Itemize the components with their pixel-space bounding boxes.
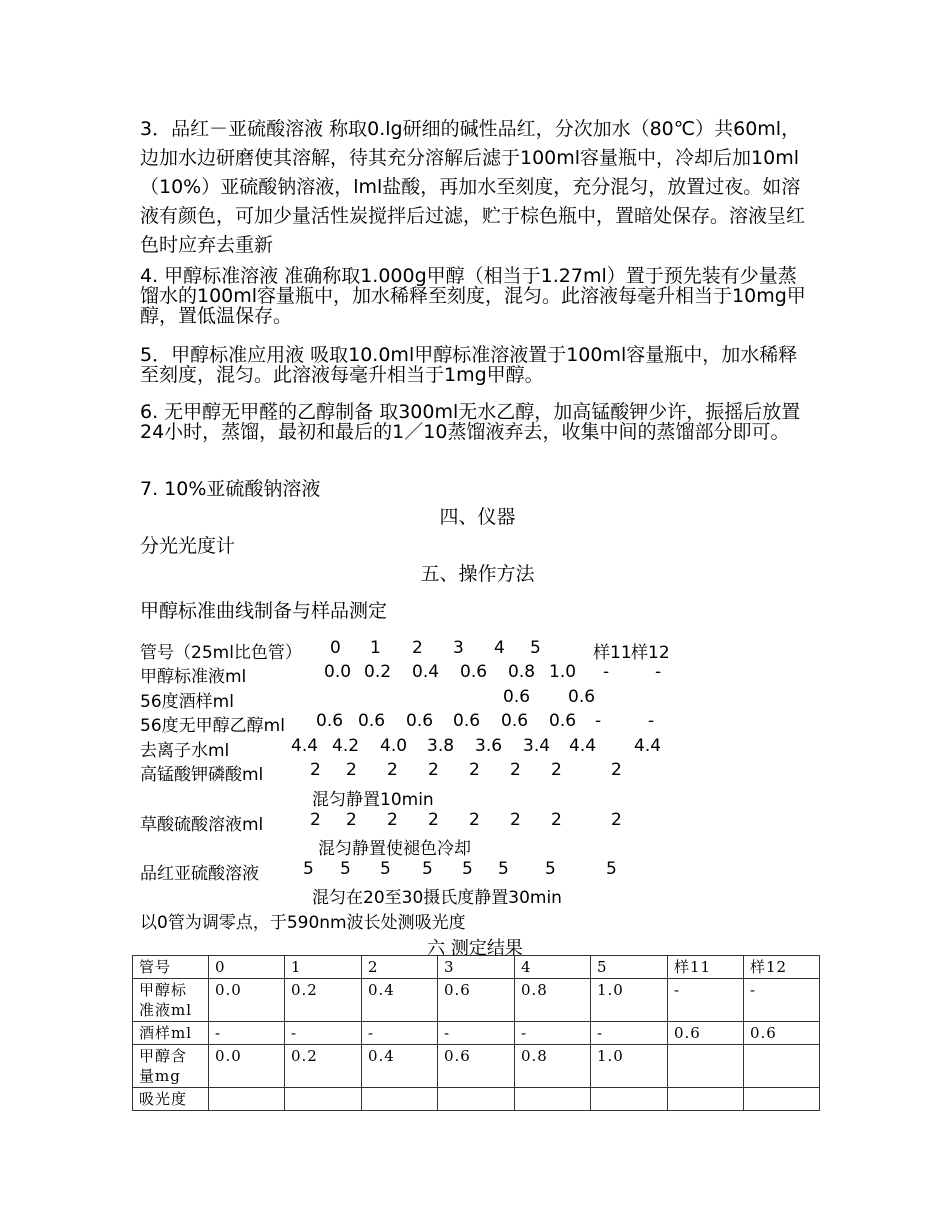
row-label: 56度酒样ml [140, 692, 234, 712]
cell: 0.6 [501, 711, 529, 731]
table-header-row [133, 956, 820, 979]
table-cell [209, 1088, 285, 1111]
table-cell [285, 1088, 362, 1111]
cell: 4.2 [332, 736, 360, 756]
cell: 5 [462, 859, 473, 879]
cell: 2 [428, 760, 439, 780]
table-cell: - [209, 1022, 285, 1045]
table-cell [668, 1045, 744, 1088]
table-cell: - [515, 1022, 591, 1045]
cell: 5 [545, 859, 556, 879]
cell: - [603, 662, 610, 682]
cell: 样11 [593, 643, 632, 663]
table-cell: - [744, 979, 820, 1022]
table-cell: 样12 [744, 956, 820, 979]
row-label: 56度无甲醇乙醇ml [140, 716, 285, 736]
cell: 5 [340, 859, 351, 879]
results-caption: 六 测定结果 [427, 938, 523, 959]
cell: 0.2 [364, 662, 392, 682]
cell: 4.4 [634, 736, 662, 756]
table-cell: 0 [209, 956, 285, 979]
cell: 0.6 [568, 687, 596, 707]
cell: 2 [310, 810, 321, 830]
cell: 5 [606, 859, 617, 879]
table-cell: 3 [438, 956, 515, 979]
cell: 3.4 [523, 736, 551, 756]
table-cell: 0.4 [362, 1045, 438, 1088]
method-subheading: 甲醇标准曲线制备与样品测定 [140, 600, 388, 622]
table-row [133, 1022, 820, 1045]
table-cell: 5 [591, 956, 668, 979]
cell: 2 [611, 760, 622, 780]
cell: 2 [346, 810, 357, 830]
cell: 0.6 [460, 662, 488, 682]
cell: 2 [469, 760, 480, 780]
table-cell: - [362, 1022, 438, 1045]
cell: 4.4 [569, 736, 597, 756]
row-label: 草酸硫酸溶液ml [140, 815, 264, 835]
table-cell [744, 1045, 820, 1088]
cell: - [648, 711, 655, 731]
cell: 2 [469, 810, 480, 830]
cell: 3 [453, 638, 464, 658]
table-cell: 2 [362, 956, 438, 979]
note: 混匀静置10min [312, 790, 434, 810]
cell: 0 [330, 638, 341, 658]
cell: 3.6 [475, 736, 503, 756]
table-cell: 0.8 [515, 1045, 591, 1088]
row-label: 甲醇标准液ml [140, 667, 247, 687]
cell: 5 [530, 638, 541, 658]
table-cell: - [668, 979, 744, 1022]
paragraph-7: 7. 10%亚硫酸钠溶液 [140, 478, 321, 500]
row-label: 管号（25ml比色管） [140, 643, 302, 663]
cell: 5 [498, 859, 509, 879]
cell: 2 [551, 760, 562, 780]
table-cell: - [591, 1022, 668, 1045]
paragraph-5: 5．甲醇标准应用液 吸取10.0ml甲醇标准溶液置于100ml容量瓶中，加水稀释至刻度，混匀。此溶液每毫升相当于1mg甲醇。 [140, 344, 798, 386]
table-cell: 1 [285, 956, 362, 979]
cell: 5 [303, 859, 314, 879]
note: 混匀静置使褪色冷却 [318, 839, 471, 859]
table-cell: 0.8 [515, 979, 591, 1022]
cell: 2 [412, 638, 423, 658]
cell: 0.6 [406, 711, 434, 731]
table-cell [744, 1088, 820, 1111]
cell: 2 [387, 810, 398, 830]
cell: 0.8 [508, 662, 536, 682]
cell: 0.6 [316, 711, 344, 731]
cell: 0.4 [412, 662, 440, 682]
table-cell: 甲醇标准液ml [133, 979, 209, 1022]
cell: 5 [422, 859, 433, 879]
cell: 1 [370, 638, 381, 658]
table-cell: 酒样ml [133, 1022, 209, 1045]
cell: 4.0 [380, 736, 408, 756]
row-label: 高锰酸钾磷酸ml [140, 765, 264, 785]
cell: 2 [428, 810, 439, 830]
table-cell: - [438, 1022, 515, 1045]
paragraph-4: 4. 甲醇标准溶液 准确称取1.000g甲醇（相当于1.27ml）置于预先装有少量蒸馏水的100ml容量瓶中，加水稀释至刻度，混匀。此溶液每毫升相当于10mg甲醇，置低温保存。 [140, 265, 806, 327]
table-cell: 0.2 [285, 1045, 362, 1088]
table-cell: 0.2 [285, 979, 362, 1022]
cell: 2 [310, 760, 321, 780]
table-cell: 样11 [668, 956, 744, 979]
table-cell: 0.6 [438, 979, 515, 1022]
table-cell: - [285, 1022, 362, 1045]
table-cell [362, 1088, 438, 1111]
table-cell: 1.0 [591, 1045, 668, 1088]
note: 混匀在20至30摄氏度静置30min [312, 888, 562, 908]
cell: 0.6 [358, 711, 386, 731]
table-cell: 1.0 [591, 979, 668, 1022]
table-cell [668, 1088, 744, 1111]
cell: 4.4 [291, 736, 319, 756]
cell: 2 [510, 810, 521, 830]
cell: 0.6 [503, 687, 531, 707]
cell: 3.8 [427, 736, 455, 756]
cell: 2 [611, 810, 622, 830]
table-cell: 0.4 [362, 979, 438, 1022]
table-cell: 4 [515, 956, 591, 979]
cell: 0.6 [453, 711, 481, 731]
table-cell [515, 1088, 591, 1111]
cell: 5 [380, 859, 391, 879]
cell: 样12 [631, 643, 670, 663]
cell: 0.0 [324, 662, 352, 682]
cell: 2 [346, 760, 357, 780]
paragraph-6: 6. 无甲醇无甲醛的乙醇制备 取300ml无水乙醇，加高锰酸钾少许，振摇后放置24小时，蒸馏，最初和最后的1／10蒸馏液弃去，收集中间的蒸馏部分即可。 [140, 401, 801, 443]
table-row [133, 979, 820, 1022]
table-row [133, 1045, 820, 1088]
cell: 4 [494, 638, 505, 658]
cell: - [595, 711, 602, 731]
results-table [132, 955, 820, 1111]
table-cell: 甲醇含量mg [133, 1045, 209, 1088]
cell: 1.0 [549, 662, 577, 682]
table-cell: 0.6 [744, 1022, 820, 1045]
note: 以0管为调零点，于590nm波长处测吸光度 [140, 913, 466, 933]
table-cell: 0.0 [209, 979, 285, 1022]
table-cell [438, 1088, 515, 1111]
table-cell: 0.6 [668, 1022, 744, 1045]
cell: 2 [510, 760, 521, 780]
table-cell: 0.6 [438, 1045, 515, 1088]
table-row [133, 1088, 820, 1111]
cell: - [655, 662, 662, 682]
section-heading-method: 五、操作方法 [420, 563, 535, 585]
row-label: 品红亚硫酸溶液 [140, 864, 259, 884]
cell: 0.6 [549, 711, 577, 731]
table-cell [591, 1088, 668, 1111]
table-cell: 管号 [133, 956, 209, 979]
table-cell: 吸光度 [133, 1088, 209, 1111]
paragraph-3: 3．品红－亚硫酸溶液 称取0.lg研细的碱性品红，分次加水（80℃）共60ml，边加水边研磨使其溶解，待其充分溶解后滤于100ml容量瓶中，冷却后加10ml（10%）亚硫酸钠溶液，lml盐酸，再加水至刻度，充分混匀，放置过夜。如溶液有颜色，可加少量活性炭搅拌后过滤，贮于棕色瓶中，置暗处保存。溶液呈红色时应弃去重新 [140, 118, 806, 256]
cell: 2 [387, 760, 398, 780]
table-cell: 0.0 [209, 1045, 285, 1088]
cell: 2 [551, 810, 562, 830]
instrument-text: 分光光度计 [140, 535, 236, 557]
row-label: 去离子水ml [140, 741, 230, 761]
section-heading-instruments: 四、仪器 [439, 506, 516, 528]
